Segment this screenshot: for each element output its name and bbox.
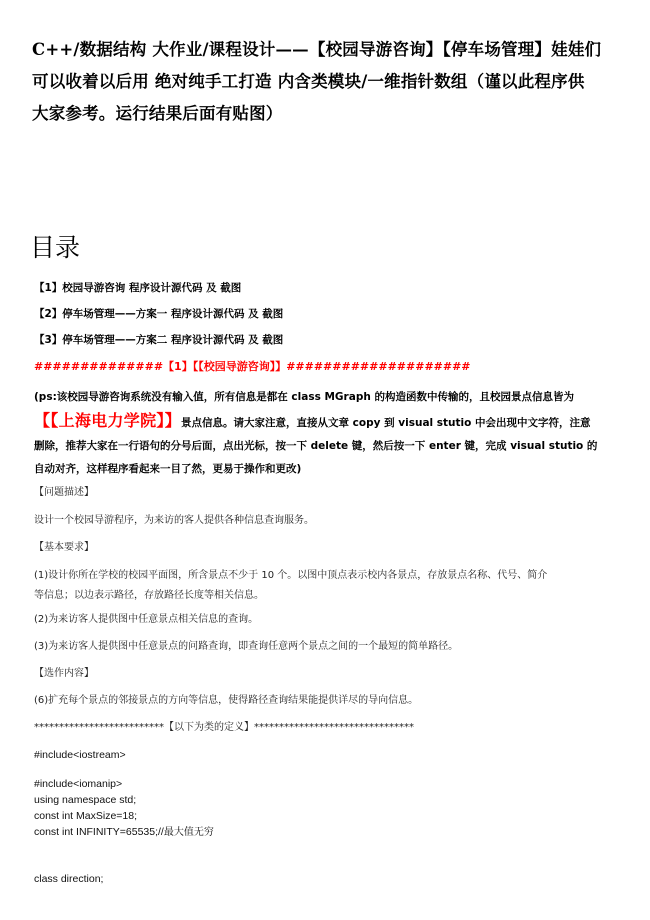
ps-note-line-4: 自动对齐，这样程序看起来一目了然，更易于操作和更改) (34, 463, 302, 475)
code-maxsize: const int MaxSize=18; (34, 810, 138, 822)
code-infinity-statement: const int INFINITY=65535;// (34, 826, 164, 838)
requirement-1 (34, 566, 624, 606)
table-of-contents (34, 275, 624, 353)
code-include-iomanip: #include<iomanip> (34, 778, 123, 790)
section-divider: ##############【1】【【校园导游咨询】】#################### (34, 360, 471, 373)
problem-text: 设计一个校园导游程序，为来访的客人提供各种信息查询服务。 (34, 515, 314, 526)
toc-item-parking-plan-2[interactable]: 【3】停车场管理——方案二 程序设计源代码 及 截图 (34, 334, 284, 346)
ps-note-line-1: (ps:该校园导游咨询系统没有输入值，所有信息是都在 class MGraph 的构造函数中传输的，且校园景点信息皆为 (34, 391, 574, 403)
ps-note-line-2-text: 景点信息。请大家注意，直接从文章 copy 到 visual stutio 中会出现中文字符，注意 (181, 417, 591, 429)
requirement-1-line-1: (1)设计你所在学校的校园平面图，所含景点不少于 10 个。以图中顶点表示校内各景点，存放景点名称、代号、简介 (34, 570, 548, 581)
requirement-6: (6)扩充每个景点的邻接景点的方向等信息，使得路径查询结果能提供详尽的导向信息。 (34, 695, 419, 706)
requirement-3: (3)为来访客人提供图中任意景点的问路查询，即查询任意两个景点之间的一个最短的简单路径。 (34, 641, 459, 652)
code-include-iostream: #include<iostream> (34, 749, 126, 761)
ps-note (34, 386, 622, 481)
class-definition-divider: **************************【以下为类的定义】******************************** (34, 722, 414, 733)
title-line-2: 可以收着以后用 绝对纯手工打造 内含类模块/一维指针数组（谨以此程序供 (32, 72, 585, 91)
code-infinity (34, 824, 214, 841)
code-using-namespace: using namespace std; (34, 794, 137, 806)
requirement-1-line-2: 等信息；以边表示路径，存放路径长度等相关信息。 (34, 590, 264, 601)
optional-label: 【选作内容】 (34, 668, 94, 679)
toc-item-campus-guide[interactable]: 【1】校园导游咨询 程序设计源代码 及 截图 (34, 282, 242, 294)
title-line-1: C++/数据结构 大作业/课程设计——【校园导游咨询】【停车场管理】娃娃们 (32, 40, 602, 59)
toc-item-parking-plan-1[interactable]: 【2】停车场管理——方案一 程序设计源代码 及 截图 (34, 308, 284, 320)
code-infinity-comment: 最大值无穷 (163, 827, 214, 838)
basic-requirements-label: 【基本要求】 (34, 542, 94, 553)
document-title (32, 34, 628, 130)
ps-note-line-3: 删除，推荐大家在一行语句的分号后面，点出光标，按一下 delete 键，然后按一下 enter 键，完成 visual stutio 的 (34, 440, 598, 452)
title-line-3: 大家参考。运行结果后面有贴图） (32, 104, 283, 123)
school-name: 【【上海电力学院】】 (34, 411, 182, 430)
problem-label: 【问题描述】 (34, 487, 94, 498)
requirement-2: (2)为来访客人提供图中任意景点相关信息的查询。 (34, 614, 259, 625)
code-class-direction: class direction; (34, 873, 104, 885)
ps-note-line-2 (34, 409, 622, 435)
toc-heading: 目录 (30, 233, 81, 262)
